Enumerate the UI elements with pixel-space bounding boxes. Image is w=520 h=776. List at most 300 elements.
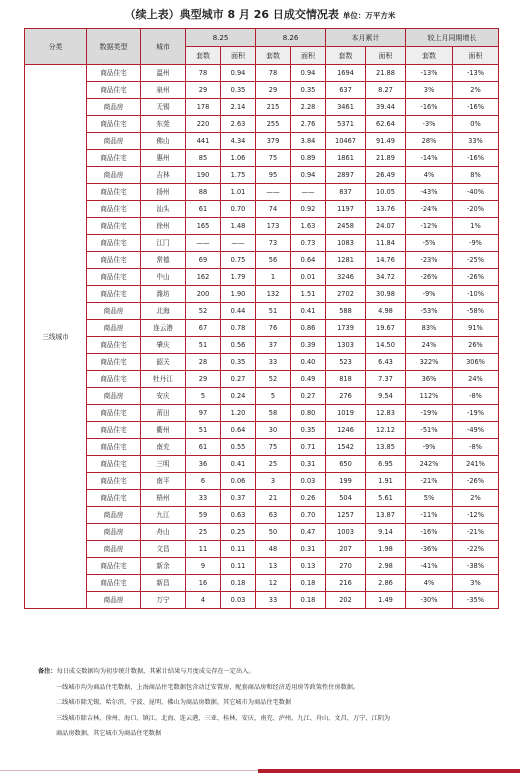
units-cell: 29 (256, 82, 291, 99)
data-type-cell: 商品住宅 (87, 65, 141, 82)
units-cell: 76 (256, 320, 291, 337)
area-cell: 0.70 (291, 507, 326, 524)
growth-area-cell: 1% (453, 218, 499, 235)
city-cell: 三明 (141, 456, 186, 473)
note-line: 二线城市除无锡、哈尔滨、宁波、昆明、佛山为商品房数据，其它城市为商品住宅数据 (56, 699, 292, 706)
units-cell: 190 (186, 167, 221, 184)
area-cell: 10.05 (366, 184, 406, 201)
growth-units-cell: -51% (406, 422, 453, 439)
growth-units-cell: 322% (406, 354, 453, 371)
table-row (25, 269, 499, 286)
table-row (25, 558, 499, 575)
city-cell: 九江 (141, 507, 186, 524)
units-cell: 220 (186, 116, 221, 133)
units-cell: 13 (256, 558, 291, 575)
growth-area-cell: 33% (453, 133, 499, 150)
growth-area-cell: -25% (453, 252, 499, 269)
area-cell: 3.84 (291, 133, 326, 150)
area-cell: 1.79 (221, 269, 256, 286)
growth-units-cell: -13% (406, 65, 453, 82)
data-type-cell: 商品房 (87, 541, 141, 558)
page-title (0, 6, 520, 22)
area-cell: 0.78 (221, 320, 256, 337)
units-cell: 379 (256, 133, 291, 150)
header-row-1 (25, 29, 499, 47)
growth-units-cell: -26% (406, 269, 453, 286)
area-cell: 0.94 (221, 65, 256, 82)
area-cell: —— (221, 235, 256, 252)
table-row (25, 439, 499, 456)
area-cell: 0.80 (291, 405, 326, 422)
table-row (25, 82, 499, 99)
note-text: 每日成交数据均为初步统计数据，其累计结果与月度成交存在一定出入。 (56, 668, 255, 675)
units-cell: 1 (256, 269, 291, 286)
units-cell: 73 (256, 235, 291, 252)
data-type-cell: 商品住宅 (87, 490, 141, 507)
units-cell: 95 (256, 167, 291, 184)
area-cell: 0.35 (221, 82, 256, 99)
header-area: 面积 (453, 47, 499, 65)
area-cell: 2.63 (221, 116, 256, 133)
units-cell: 2458 (326, 218, 366, 235)
growth-units-cell: -21% (406, 473, 453, 490)
growth-area-cell: 2% (453, 490, 499, 507)
growth-units-cell: 83% (406, 320, 453, 337)
units-cell: 1542 (326, 439, 366, 456)
growth-units-cell: -16% (406, 524, 453, 541)
units-cell: 1861 (326, 150, 366, 167)
units-cell: 29 (186, 371, 221, 388)
area-cell: 2.76 (291, 116, 326, 133)
area-cell: 2.28 (291, 99, 326, 116)
area-cell: 0.73 (291, 235, 326, 252)
area-cell: 0.03 (291, 473, 326, 490)
area-cell: 12.83 (366, 405, 406, 422)
header-units: 套数 (326, 47, 366, 65)
area-cell: 0.27 (291, 388, 326, 405)
note-line (38, 664, 508, 680)
area-cell: 24.07 (366, 218, 406, 235)
units-cell: 3246 (326, 269, 366, 286)
area-cell: 1.63 (291, 218, 326, 235)
area-cell: 6.95 (366, 456, 406, 473)
units-cell: —— (256, 184, 291, 201)
units-cell: 4 (186, 592, 221, 609)
data-type-cell: 商品住宅 (87, 201, 141, 218)
units-cell: 51 (256, 303, 291, 320)
city-cell: 温州 (141, 65, 186, 82)
table-row (25, 65, 499, 82)
units-cell: 1739 (326, 320, 366, 337)
data-type-cell: 商品房 (87, 388, 141, 405)
table-row (25, 184, 499, 201)
area-cell: 1.51 (291, 286, 326, 303)
city-cell: 舟山 (141, 524, 186, 541)
units-cell: 78 (186, 65, 221, 82)
units-cell: 650 (326, 456, 366, 473)
area-cell: 62.64 (366, 116, 406, 133)
area-cell: 2.14 (221, 99, 256, 116)
growth-area-cell: -16% (453, 99, 499, 116)
area-cell: 0.25 (221, 524, 256, 541)
growth-units-cell: -5% (406, 235, 453, 252)
area-cell: 7.37 (366, 371, 406, 388)
header-area: 面积 (221, 47, 256, 65)
data-type-cell: 商品房 (87, 524, 141, 541)
growth-area-cell: -21% (453, 524, 499, 541)
transaction-table (24, 28, 499, 609)
growth-area-cell: -16% (453, 150, 499, 167)
area-cell: 1.90 (221, 286, 256, 303)
bottom-rule (0, 770, 258, 771)
units-cell: 29 (186, 82, 221, 99)
area-cell: 2.86 (366, 575, 406, 592)
units-cell: 25 (186, 524, 221, 541)
area-cell: 0.49 (291, 371, 326, 388)
area-cell: 0.39 (291, 337, 326, 354)
header-units: 套数 (406, 47, 453, 65)
units-cell: 178 (186, 99, 221, 116)
growth-area-cell: -26% (453, 473, 499, 490)
growth-area-cell: -8% (453, 439, 499, 456)
city-cell: 文昌 (141, 541, 186, 558)
area-cell: 0.06 (221, 473, 256, 490)
area-cell: 13.85 (366, 439, 406, 456)
units-cell: 88 (186, 184, 221, 201)
growth-units-cell: -19% (406, 405, 453, 422)
table-row (25, 354, 499, 371)
data-type-cell: 商品房 (87, 507, 141, 524)
growth-units-cell: 3% (406, 82, 453, 99)
area-cell: 12.12 (366, 422, 406, 439)
table-row (25, 388, 499, 405)
data-type-cell: 商品房 (87, 592, 141, 609)
area-cell: 0.27 (221, 371, 256, 388)
city-cell: 莆田 (141, 405, 186, 422)
growth-area-cell: -12% (453, 507, 499, 524)
growth-units-cell: 24% (406, 337, 453, 354)
growth-units-cell: -11% (406, 507, 453, 524)
area-cell: 0.11 (221, 558, 256, 575)
growth-units-cell: 5% (406, 490, 453, 507)
growth-area-cell: -9% (453, 235, 499, 252)
units-cell: 56 (256, 252, 291, 269)
units-cell: 5 (186, 388, 221, 405)
data-type-cell: 商品住宅 (87, 354, 141, 371)
area-cell: 0.18 (221, 575, 256, 592)
data-type-cell: 商品房 (87, 167, 141, 184)
area-cell: 0.18 (291, 575, 326, 592)
growth-units-cell: 28% (406, 133, 453, 150)
units-cell: 1246 (326, 422, 366, 439)
data-type-cell: 商品住宅 (87, 371, 141, 388)
category-cell: 三线城市 (25, 65, 87, 609)
growth-units-cell: -23% (406, 252, 453, 269)
area-cell: 0.18 (291, 592, 326, 609)
data-type-cell: 商品住宅 (87, 150, 141, 167)
units-cell: 9 (186, 558, 221, 575)
header-units: 套数 (256, 47, 291, 65)
growth-units-cell: -53% (406, 303, 453, 320)
units-cell: 215 (256, 99, 291, 116)
table-row (25, 320, 499, 337)
data-type-cell: 商品房 (87, 320, 141, 337)
area-cell: 0.35 (221, 354, 256, 371)
city-cell: 潍坊 (141, 286, 186, 303)
area-cell: 1.48 (221, 218, 256, 235)
data-type-cell: 商品住宅 (87, 439, 141, 456)
city-cell: 惠州 (141, 150, 186, 167)
table-row (25, 286, 499, 303)
area-cell: 0.86 (291, 320, 326, 337)
area-cell: 9.14 (366, 524, 406, 541)
units-cell: 255 (256, 116, 291, 133)
city-cell: 泉州 (141, 82, 186, 99)
growth-area-cell: -8% (453, 388, 499, 405)
units-cell: 25 (256, 456, 291, 473)
title-text: （续上表）典型城市 8 月 26 日成交情况表 (124, 8, 339, 21)
data-type-cell: 商品房 (87, 99, 141, 116)
area-cell: 39.44 (366, 99, 406, 116)
area-cell: 34.72 (366, 269, 406, 286)
area-cell: 0.71 (291, 439, 326, 456)
units-cell: 199 (326, 473, 366, 490)
area-cell: 30.98 (366, 286, 406, 303)
city-cell: 梧州 (141, 490, 186, 507)
header-units: 套数 (186, 47, 221, 65)
city-cell: 中山 (141, 269, 186, 286)
area-cell: 14.50 (366, 337, 406, 354)
units-cell: 202 (326, 592, 366, 609)
growth-units-cell: -9% (406, 286, 453, 303)
growth-area-cell: 2% (453, 82, 499, 99)
growth-units-cell: -16% (406, 99, 453, 116)
city-cell: 牡丹江 (141, 371, 186, 388)
units-cell: 69 (186, 252, 221, 269)
units-cell: 165 (186, 218, 221, 235)
city-cell: 北海 (141, 303, 186, 320)
city-cell: 衢州 (141, 422, 186, 439)
area-cell: 0.70 (221, 201, 256, 218)
units-cell: 837 (326, 184, 366, 201)
table-row (25, 235, 499, 252)
units-cell: 61 (186, 201, 221, 218)
units-cell: 1197 (326, 201, 366, 218)
area-cell: 8.27 (366, 82, 406, 99)
units-cell: 51 (186, 422, 221, 439)
units-cell: 75 (256, 150, 291, 167)
area-cell: 0.56 (221, 337, 256, 354)
table-row (25, 524, 499, 541)
units-cell: 51 (186, 337, 221, 354)
units-cell: 52 (256, 371, 291, 388)
table-row (25, 422, 499, 439)
growth-units-cell: 242% (406, 456, 453, 473)
table-row (25, 575, 499, 592)
units-cell: 6 (186, 473, 221, 490)
growth-units-cell: -43% (406, 184, 453, 201)
city-cell: 汕头 (141, 201, 186, 218)
table-row (25, 167, 499, 184)
area-cell: 0.47 (291, 524, 326, 541)
area-cell: 4.98 (366, 303, 406, 320)
growth-area-cell: -20% (453, 201, 499, 218)
units-cell: 58 (256, 405, 291, 422)
units-cell: 5371 (326, 116, 366, 133)
area-cell: 0.03 (221, 592, 256, 609)
data-type-cell: 商品住宅 (87, 116, 141, 133)
area-cell: 0.64 (221, 422, 256, 439)
area-cell: 26.49 (366, 167, 406, 184)
area-cell: 1.91 (366, 473, 406, 490)
growth-area-cell: 306% (453, 354, 499, 371)
data-type-cell: 商品住宅 (87, 218, 141, 235)
city-cell: 佛山 (141, 133, 186, 150)
data-type-cell: 商品住宅 (87, 473, 141, 490)
units-cell: 162 (186, 269, 221, 286)
units-cell: —— (186, 235, 221, 252)
city-cell: 扬州 (141, 184, 186, 201)
table-row (25, 252, 499, 269)
units-cell: 78 (256, 65, 291, 82)
units-cell: 1257 (326, 507, 366, 524)
area-cell: 0.94 (291, 167, 326, 184)
units-cell: 200 (186, 286, 221, 303)
units-cell: 67 (186, 320, 221, 337)
units-cell: 21 (256, 490, 291, 507)
area-cell: 14.76 (366, 252, 406, 269)
units-cell: 16 (186, 575, 221, 592)
header-area: 面积 (366, 47, 406, 65)
data-type-cell: 商品住宅 (87, 405, 141, 422)
units-cell: 1281 (326, 252, 366, 269)
area-cell: 0.35 (291, 82, 326, 99)
data-type-cell: 商品住宅 (87, 575, 141, 592)
area-cell: 19.67 (366, 320, 406, 337)
area-cell: 1.06 (221, 150, 256, 167)
notes-section (38, 664, 508, 742)
units-cell: 637 (326, 82, 366, 99)
growth-area-cell: -13% (453, 65, 499, 82)
area-cell: 91.49 (366, 133, 406, 150)
growth-units-cell: -9% (406, 439, 453, 456)
area-cell: 1.20 (221, 405, 256, 422)
area-cell: 0.94 (291, 65, 326, 82)
units-cell: 216 (326, 575, 366, 592)
table-row (25, 133, 499, 150)
data-type-cell: 商品房 (87, 303, 141, 320)
header-area: 面积 (291, 47, 326, 65)
table-row (25, 337, 499, 354)
area-cell: 0.55 (221, 439, 256, 456)
city-cell: 韶关 (141, 354, 186, 371)
units-cell: 33 (256, 592, 291, 609)
units-cell: 30 (256, 422, 291, 439)
units-cell: 61 (186, 439, 221, 456)
units-cell: 3 (256, 473, 291, 490)
data-type-cell: 商品住宅 (87, 456, 141, 473)
header-type: 数据类型 (87, 29, 141, 65)
city-cell: 万宁 (141, 592, 186, 609)
units-cell: 37 (256, 337, 291, 354)
growth-area-cell: 0% (453, 116, 499, 133)
table-row (25, 541, 499, 558)
table-row (25, 201, 499, 218)
units-cell: 85 (186, 150, 221, 167)
data-type-cell: 商品住宅 (87, 337, 141, 354)
area-cell: 1.01 (221, 184, 256, 201)
header-date1: 8.25 (186, 29, 256, 47)
area-cell: 11.84 (366, 235, 406, 252)
units-cell: 270 (326, 558, 366, 575)
table-row (25, 507, 499, 524)
units-cell: 33 (186, 490, 221, 507)
units-cell: 523 (326, 354, 366, 371)
table-row (25, 218, 499, 235)
area-cell: —— (291, 184, 326, 201)
data-type-cell: 商品住宅 (87, 82, 141, 99)
area-cell: 6.43 (366, 354, 406, 371)
growth-area-cell: -58% (453, 303, 499, 320)
city-cell: 吉林 (141, 167, 186, 184)
city-cell: 南平 (141, 473, 186, 490)
table-row (25, 456, 499, 473)
units-cell: 2702 (326, 286, 366, 303)
area-cell: 5.61 (366, 490, 406, 507)
area-cell: 9.54 (366, 388, 406, 405)
data-type-cell: 商品住宅 (87, 184, 141, 201)
bottom-accent-bar (258, 769, 520, 773)
units-cell: 1019 (326, 405, 366, 422)
units-cell: 10467 (326, 133, 366, 150)
area-cell: 0.63 (221, 507, 256, 524)
area-cell: 0.01 (291, 269, 326, 286)
growth-units-cell: -12% (406, 218, 453, 235)
growth-area-cell: 26% (453, 337, 499, 354)
area-cell: 1.75 (221, 167, 256, 184)
units-cell: 48 (256, 541, 291, 558)
area-cell: 0.13 (291, 558, 326, 575)
units-cell: 1303 (326, 337, 366, 354)
area-cell: 0.31 (291, 541, 326, 558)
units-cell: 173 (256, 218, 291, 235)
city-cell: 新余 (141, 558, 186, 575)
units-cell: 1694 (326, 65, 366, 82)
table-row (25, 473, 499, 490)
units-cell: 2897 (326, 167, 366, 184)
area-cell: 0.89 (291, 150, 326, 167)
units-cell: 97 (186, 405, 221, 422)
header-cumulative: 本月累计 (326, 29, 406, 47)
area-cell: 0.41 (221, 456, 256, 473)
area-cell: 1.98 (366, 541, 406, 558)
area-cell: 21.89 (366, 150, 406, 167)
units-cell: 818 (326, 371, 366, 388)
area-cell: 1.49 (366, 592, 406, 609)
growth-units-cell: -30% (406, 592, 453, 609)
area-cell: 21.88 (366, 65, 406, 82)
growth-units-cell: 4% (406, 575, 453, 592)
header-date2: 8.26 (256, 29, 326, 47)
units-cell: 132 (256, 286, 291, 303)
area-cell: 4.34 (221, 133, 256, 150)
units-cell: 50 (256, 524, 291, 541)
units-cell: 441 (186, 133, 221, 150)
units-cell: 28 (186, 354, 221, 371)
area-cell: 0.92 (291, 201, 326, 218)
units-cell: 75 (256, 439, 291, 456)
data-type-cell: 商品房 (87, 133, 141, 150)
